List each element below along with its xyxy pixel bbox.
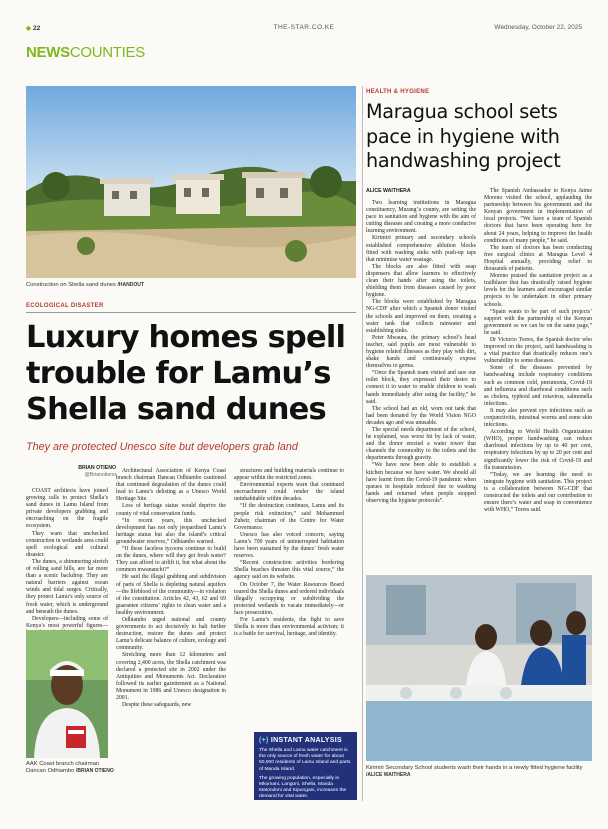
- paragraph: For Lamu’s residents, the fight to save Shella is more than environmental activism; it is a battle for survival, heritage, and identity.: [234, 616, 344, 638]
- handwashing-students-photo: [366, 575, 592, 761]
- story2-byline: ALICE WAITHERA: [366, 188, 411, 194]
- paragraph: According to World Health Organization (WHO), proper handwashing can reduce diarrhoeal infections by up to 40 per cent, respiratory infections by up to 20 per cent and significantly lower the risk of Covid-19 and flu transmission.: [484, 429, 592, 471]
- story2-column-2: [484, 188, 592, 514]
- paragraph: It may also prevent eye infections such as conjunctivitis, intestinal worms and some skin infections.: [484, 407, 592, 429]
- portrait-caption-text: AAK Coast branch chairman Dancan Odhiambo: [26, 761, 100, 774]
- site-name: THE-STAR.CO.KE: [273, 24, 335, 31]
- paragraph: He said the illegal grabbing and subdivision of parts of Shella is depleting natural aquifers—the lifeblood of the community—in violation of the constitution. Articles 42, 43, 62 and 69 guarantee citizens’ rights to clean water and a healthy environment.: [116, 574, 226, 616]
- page-header: [26, 22, 582, 36]
- section-title: [26, 44, 145, 61]
- paragraph: “Recent construction activities bordering Shella beaches threaten this vital source,” the agency said on its website.: [234, 560, 344, 581]
- page-number: ◆ 22: [26, 25, 41, 32]
- analysis-plus-icon: (+): [259, 737, 269, 744]
- paragraph: The dunes, a shimmering stretch of rolling sand hills, are far more than a scenic backdrop. They are natural barriers against ocean winds and tidal surges. Critically, they protect Lamu’s only source of fresh water, which is underground and beneath the dunes.: [26, 558, 108, 615]
- column-divider: [362, 86, 363, 801]
- paragraph: structures and building materials continue to appear within the restricted zones.: [234, 468, 344, 482]
- paragraph: Odhiambo urged national and county governments to act decisively to halt further destruction, restore the dunes and protect Lamu’s delicate balance of culture, ecology and community.: [116, 616, 226, 652]
- dunes-construction-photo: [26, 86, 356, 278]
- analysis-paragraph: The Shella and Lamu water catchment is the only source of fresh water for about 50,000 residents of Lamu Island and parts of Manda Island.: [259, 748, 351, 772]
- paragraph: They warn that unchecked construction in wetlands area could spell ecological and cultural disaster.: [26, 530, 108, 558]
- instant-analysis-box: [254, 732, 357, 800]
- paragraph: “We have now been able to establish a kitchen because we have water. We should all have learnt from the Covid-19 pandemic when queues in hospitals reduced due to washing hands and returned when people stopped observing the hygiene protocols”.: [366, 462, 476, 504]
- portrait-caption-credit: /BRIAN OTIENO: [75, 768, 114, 774]
- paragraph: Loss of heritage status would deprive the county of vital conservation funds.: [116, 503, 226, 517]
- paragraph: The special needs department of the school, he explained, was worst hit by lack of water, and the donor erected a water tower that channels the commodity to the toilets and the departments through gravity.: [366, 427, 476, 462]
- story2-photo-caption: [366, 765, 592, 779]
- paragraph: Despite these safeguards, new: [122, 702, 192, 709]
- story2-kicker: HEALTH & HYGIENE: [366, 89, 430, 95]
- caption-text: Construction on Shella sand dunes: [26, 282, 116, 288]
- analysis-title: [259, 737, 352, 744]
- story-headline: Luxury homes spell trouble for Lamu’s Shella sand dunes: [26, 320, 346, 427]
- story2-headline: Maragua school sets pace in hygiene with handwashing project: [366, 100, 561, 172]
- analysis-body: [259, 748, 352, 801]
- paragraph: The school had an old, worn out tank that had been donated by the World Vision NGO decades ago and was unusable.: [366, 405, 476, 426]
- paragraph: Unesco has also voiced concern, saying Lamu’s 700 years of uninterrupted habitation have been sustained by the dunes’ fresh water reserves.: [234, 531, 344, 560]
- paragraph: The Spanish Ambassador to Kenya Jaime Moreno visited the school, applauding the partnership between his government and the Kenyan government in implementation of local projects. “We have a team of Spanish doctors that have been operating here for about 24 years, helping to improve the health conditions of many people,” he said.: [484, 188, 592, 244]
- paragraph: “Today, we are learning the need to integrate hygiene with sanitation. This project is a collaboration between NG-CDF that constructed the toilets and our contribution to ensure there’s water and soap in convenience with WHO,” Torres said.: [484, 471, 592, 514]
- paragraph: Stretching more than 12 kilometres and covering 2,400 acres, the Shella catchment was declared a protected site in 2002 under the Antiquities and Monuments Act. Declaration followed its earlier gazettement as a National Monument in 1986 and Unesco designation in 2001.: [116, 652, 226, 701]
- page-number-text: 22: [33, 25, 41, 32]
- caption-credit: /ALICE WAITHERA: [366, 772, 411, 778]
- paragraph: “Once the Spanish team visited and saw our toilet block, they expressed their desire to connect it to water to enable children to wash hands immediately after using the facility,” he said.: [366, 370, 476, 405]
- section-main: NEWS: [26, 44, 70, 61]
- paragraph: “If these faceless tycoons continue to build on the dunes, where will they get fresh water? They can afford to airlift it, but what about the common mwananchi?”: [116, 546, 226, 574]
- paragraph: Developers—including some of Kenya’s most powerful figures—: [26, 615, 108, 629]
- byline-name: BRIAN OTIENO: [78, 465, 116, 471]
- story2-column-1: [366, 200, 476, 505]
- paragraph: “If the destruction continues, Lamu and its people risk extinction,” said Mohammed Zubeir, chairman of the Centre for Water Governance.: [234, 503, 344, 531]
- photo-caption: [26, 282, 144, 288]
- story1-column-3: [234, 468, 344, 638]
- issue-date: Wednesday, October 22, 2025: [494, 24, 582, 31]
- paragraph: The blocks are also fitted with soap dispensers that allow learners to effectively clean their hands after using the toilets, shielding them from diseases caused by poor hygiene.: [366, 263, 476, 299]
- paragraph: Two learning institutions in Maragua constituency, Murang’a county, are setting the pace in sanitation and hygiene with the aim of cutting diseases and creating a more conducive learning environment.: [366, 200, 476, 235]
- paragraph: Environmental experts warn that continued encroachment could render the island uninhabitable within decades.: [234, 482, 344, 503]
- section-sub: COUNTIES: [69, 44, 145, 61]
- caption-text: Kirimiri Secondary School students wash their hands in a newly fitted hygiene facility: [366, 765, 583, 771]
- paragraph: “Spain wants to be part of such projects’ support with the partnership of the Kenyan government so we can be on the same page,” he said.: [484, 308, 592, 336]
- paragraph: The blocks were established by Maragua NG-CDF after which a Spanish donor visited the schools and improved on them, creating a water tank that collects rainwater and establishing sinks.: [366, 299, 476, 334]
- byline-handle: @Brianotieno: [84, 472, 116, 478]
- chairman-portrait-photo: [26, 630, 108, 758]
- story-kicker: ECOLOGICAL DISASTER: [26, 303, 104, 309]
- analysis-title-text: INSTANT ANALYSIS: [270, 737, 342, 744]
- paragraph: Some of the diseases prevented by handwashing include respiratory conditions such as common cold, pneumonia, Covid-19 and influenza and diarrhoeal conditions such as cholera, typhoid and rotavirus, salmonella infections.: [484, 365, 592, 407]
- paragraph: On October 7, the Water Resources Board toured the Shella dunes and ordered individuals illegally occupying or subdividing the protected wetlands to vacate immediately—or face prosecution.: [234, 581, 344, 616]
- story1-column-2: [116, 468, 226, 709]
- kicker-rule: [26, 312, 356, 313]
- paragraph: COAST architects have joined growing calls to protect Shella’s sand dunes in Lamu Island from private developers grabbing and encroaching on the fragile ecosystem.: [26, 488, 108, 530]
- paragraph: Peter Mwaura, the primary school’s head teacher, said pupils are most vulnerable to hygiene related illnesses as they play with dirt, shake hands and continuously expose themselves to germs.: [366, 334, 476, 370]
- paragraph: “In recent years, this unchecked development has not only jeopardised Lamu’s heritage status but also the island’s critical groundwater reserves,” Odhiambo warned.: [116, 517, 226, 545]
- paragraph: Dr Victorio Torres, the Spanish doctor who improved on the project, said handwashing is a vital practice that drastically reduces one’s vulnerability to some diseases.: [484, 336, 592, 365]
- portrait-caption: [26, 761, 118, 775]
- paragraph: The team of doctors has been conducting free surgical clinics at Maragua Level 4 Hospital annually, providing relief to thousands of patients.: [484, 244, 592, 273]
- caption-credit: /HANDOUT: [117, 282, 144, 288]
- paragraph: Kirimiri primary and secondary schools established comprehensive ablution blocks fitted with washing sinks with push-up taps that minimise water wastage.: [366, 235, 476, 263]
- paragraph: Architectural Association of Kenya Coast branch chairman Dancan Odhiambo cautioned that continued degradation of the dunes could lead to Lamu’s delisting as a Unesco World Heritage Site.: [116, 468, 226, 503]
- analysis-paragraph: The growing population, especially in Mkomani, Langoni, Shella, Manda Matondoni and Kipungani, increases the demand for vital water.: [259, 775, 347, 800]
- story-deck: They are protected Unesco site but developers grab land: [26, 441, 298, 453]
- paragraph: Moreno praised the sanitation project as a trailblazer that has drastically raised hygiene levels for the learners and encouraged similar projects to be undertaken in other primary schools.: [484, 273, 592, 308]
